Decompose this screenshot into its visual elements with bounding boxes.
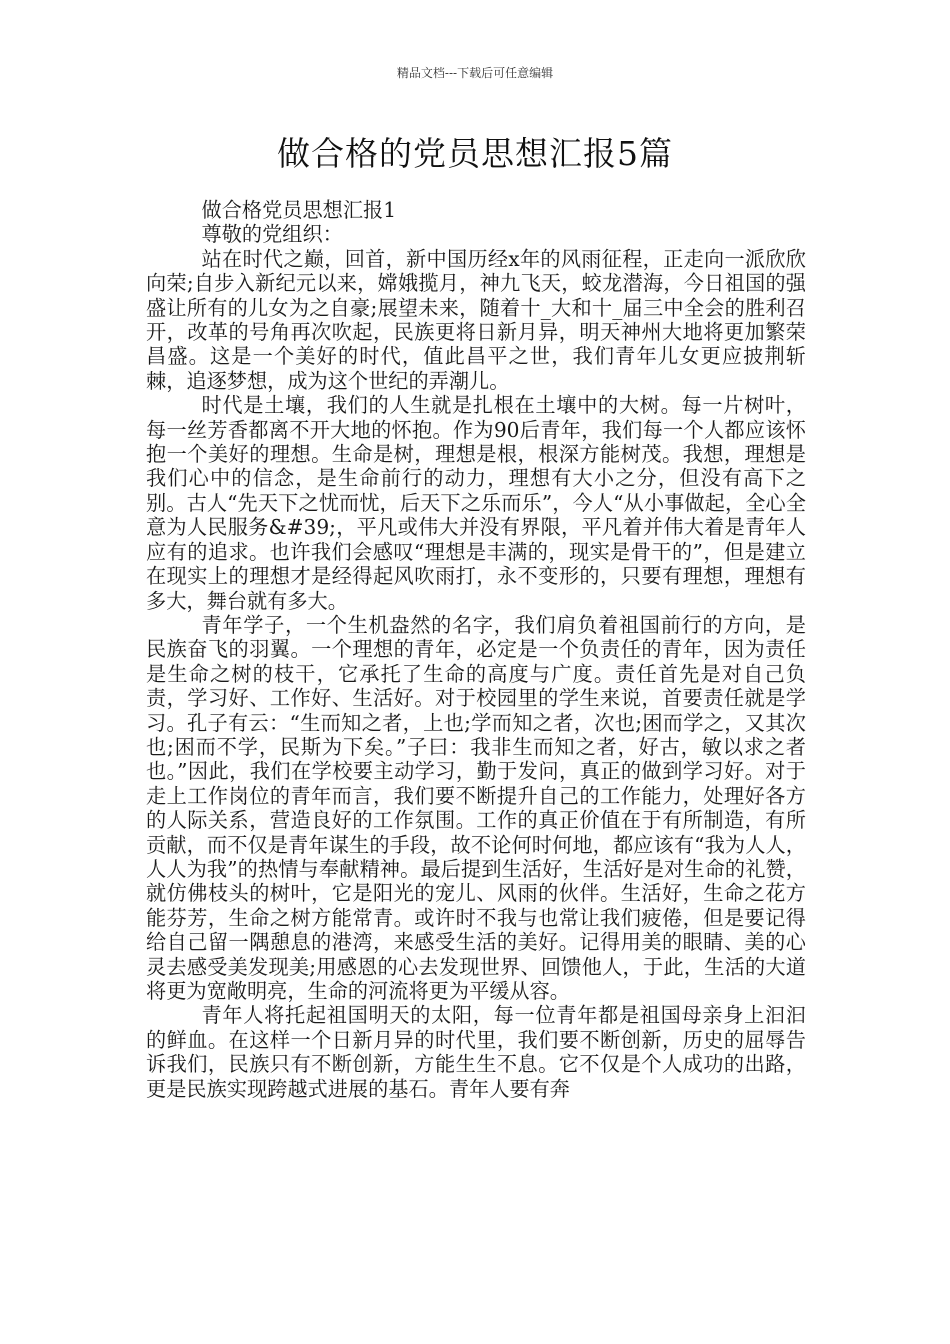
header-note: 精品文档---下载后可任意编辑 [396,66,554,80]
paragraph: 时代是土壤，我们的人生就是扎根在土壤中的大树。每一片树叶，每一丝芳香都离不开大地的怀抱。作为90后青年，我们每一个人都应该怀抱一个美好的理想。生命是树，理想是根，根深方能树茂。我想，理想是我们心中的信念，是生命前行的动力，理想有大小之分，但没有高下之别。古人“先天下之忧而忧，后天下之乐而乐”，今人“从小事做起，全心全意为人民服务&#39;，平凡或伟大并没有界限，平凡着并伟大着是青年人应有的追求。也许我们会感叹“理想是丰满的，现实是骨干的”，但是建立在现实上的理想才是经得起风吹雨打，永不变形的，只要有理想，理想有多大，舞台就有多大。 [146,393,806,613]
salutation: 尊敬的党组织： [201,222,343,247]
paragraph: 站在时代之巅，回首，新中国历经x年的风雨征程，正走向一派欣欣向荣;自步入新纪元以来，嫦娥揽月，神九飞天，蛟龙潜海，今日祖国的强盛让所有的儿女为之自豪;展望未来，随着十_大和十_届三中全会的胜利召开，改革的号角再次吹起，民族更将日新月异，明天神州大地将更加繁荣昌盛。这是一个美好的时代，值此昌平之世，我们青年儿女更应披荆斩棘，追逐梦想，成为这个世纪的弄潮儿。 [146,246,806,393]
document-title: 做合格的党员思想汇报5篇 [277,134,673,173]
paragraph: 青年学子，一个生机盎然的名字，我们肩负着祖国前行的方向，是民族奋飞的羽翼。一个理想的青年，必定是一个负责任的青年，因为责任是生命之树的枝干，它承托了生命的高度与广度。责任首先是对自己负责，学习好、工作好、生活好。对于校园里的学生来说，首要责任就是学习。孔子有云：“生而知之者，上也;学而知之者，次也;困而学之，又其次也;困而不学，民斯为下矣。”子曰：我非生而知之者，好古，敏以求之者也。”因此，我们在学校要主动学习，勤于发问，真正的做到学习好。对于走上工作岗位的青年而言，我们要不断提升自己的工作能力，处理好各方的人际关系，营造良好的工作氛围。工作的真正价值在于有所制造，有所贡献，而不仅是青年谋生的手段，故不论何时何地，都应该有“我为人人，人人为我”的热情与奉献精神。最后提到生活好，生活好是对生命的礼赞，就仿佛枝头的树叶，它是阳光的宠儿、风雨的伙伴。生活好，生命之花方能芬芳，生命之树方能常青。或许时不我与也常让我们疲倦，但是要记得给自己留一隅憩息的港湾，来感受生活的美好。记得用美的眼睛、美的心灵去感受美发现美;用感恩的心去发现世界、回馈他人，于此，生活的大道将更为宽敞明亮，生命的河流将更为平缓从容。 [146,612,806,1003]
paragraph: 青年人将托起祖国明天的太阳，每一位青年都是祖国母亲身上汩汩的鲜血。在这样一个日新月异的时代里，我们要不断创新，历史的屈辱告诉我们，民族只有不断创新，方能生生不息。它不仅是个人成功的出路，更是民族实现跨越式进展的基石。青年人要有奔 [146,1003,806,1101]
document-body [146,198,806,1101]
subtitle: 做合格党员思想汇报1 [201,198,397,222]
